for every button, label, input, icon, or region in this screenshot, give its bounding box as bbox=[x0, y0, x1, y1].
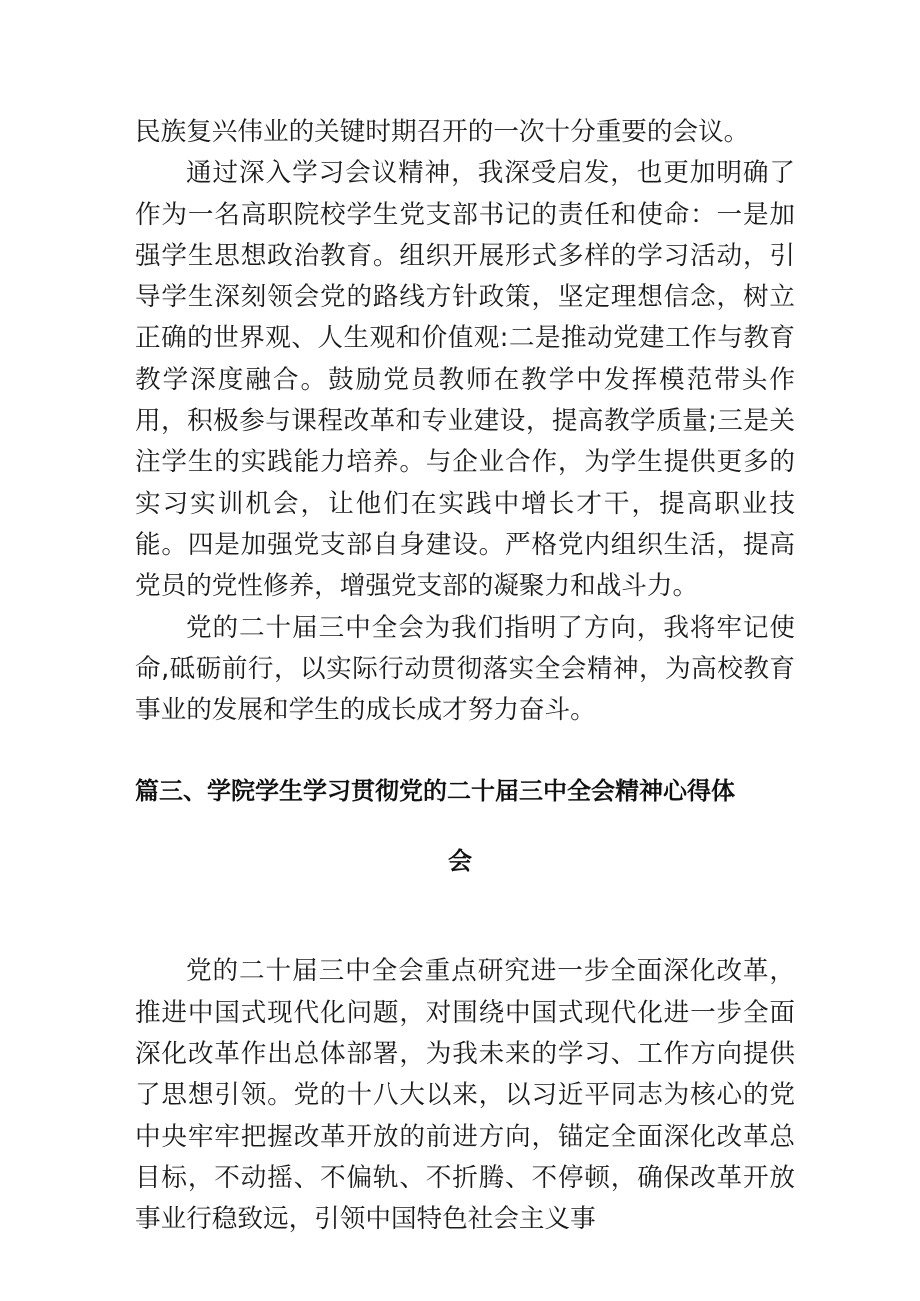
paragraph-section-three-intro: 党的二十届三中全会重点研究进一步全面深化改革，推进中国式现代化问题，对围绕中国式现代化进一步全面深化改革作出总体部署，为我未来的学习、工作方向提供了思想引领。党的十八大以来，以习近平同志为核心的党中央牢牢把握改革开放的前进方向，锚定全面深化改革总目标，不动摇、不偏轨、不折腾、不停顿，确保改革开放事业行稳致远，引领中国特色社会主义事 bbox=[135, 956, 795, 1235]
paragraph-continuation: 民族复兴伟业的关键时期召开的一次十分重要的会议。 bbox=[135, 117, 750, 147]
paragraph-responsibilities: 通过深入学习会议精神，我深受启发，也更加明确了作为一名高职院校学生党支部书记的责任和使命：一是加强学生思想政治教育。组织开展形式多样的学习活动，引导学生深刻领会党的路线方针政策，坚定理想信念，树立正确的世界观、人生观和价值观:二是推动党建工作与教育教学深度融合。鼓励党员教师在教学中发挥模范带头作用，积极参与课程改革和专业建设，提高教学质量;三是关注学生的实践能力培养。与企业合作，为学生提供更多的实习实训机会，让他们在实践中增长才干，提高职业技能。四是加强党支部自身建设。严格党内组织生活，提高党员的党性修养，增强党支部的凝聚力和战斗力。 bbox=[135, 158, 795, 602]
section-heading-line1: 篇三、学院学生学习贯彻党的二十届三中全会精神心得体 bbox=[135, 777, 735, 806]
paragraph-commitment: 党的二十届三中全会为我们指明了方向，我将牢记使命,砥砺前行，以实际行动贯彻落实全会精神，为高校教育事业的发展和学生的成长成才努力奋斗。 bbox=[135, 612, 795, 726]
document-page bbox=[135, 112, 795, 1241]
section-heading-line2: 会 bbox=[448, 847, 472, 876]
